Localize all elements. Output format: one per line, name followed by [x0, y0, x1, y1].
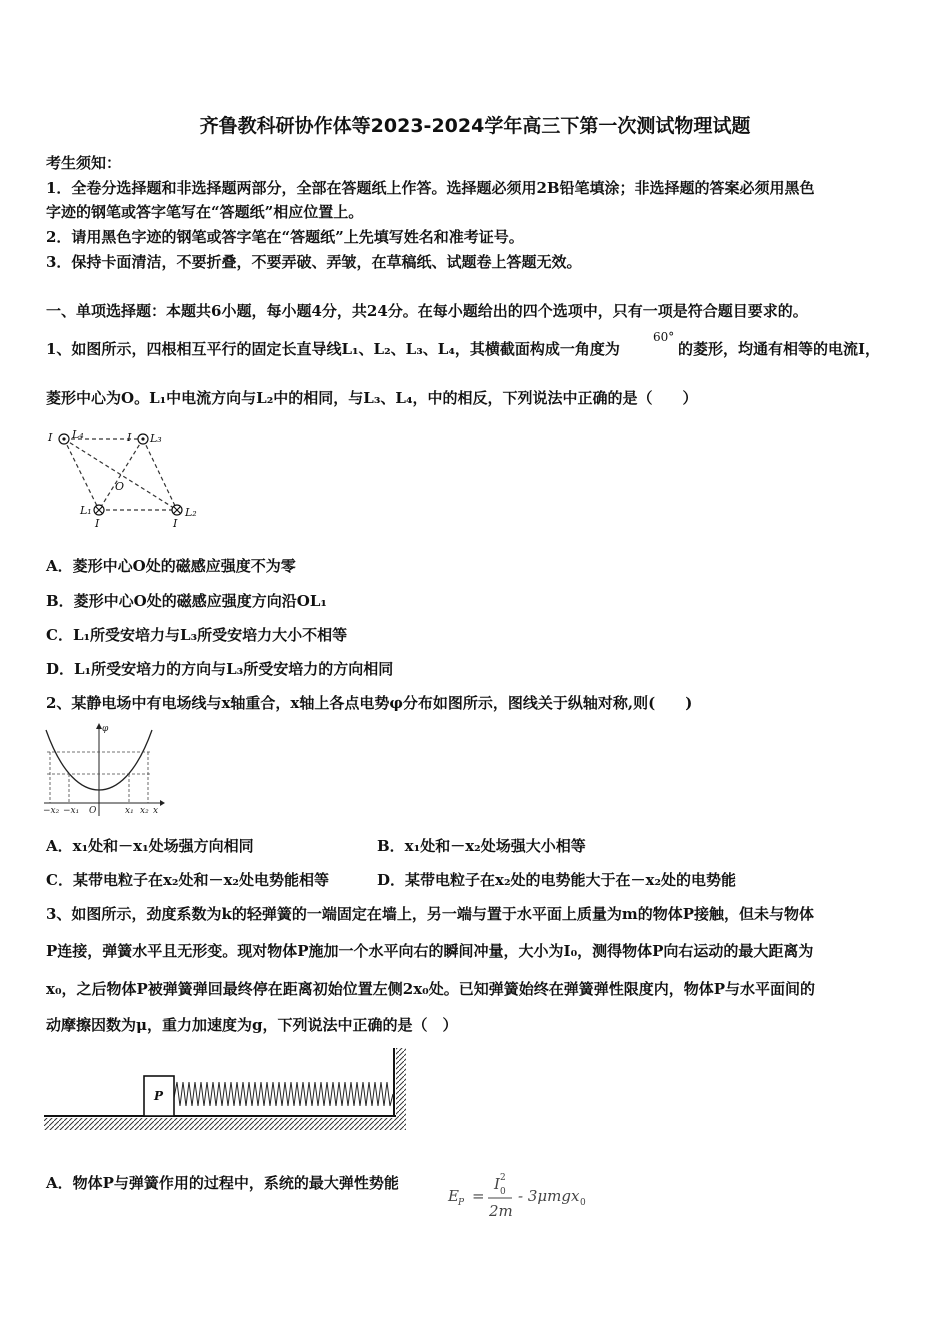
q3-line-4: 动摩擦因数为μ，重力加速度为g，下列说法中正确的是（ ） — [46, 1016, 458, 1034]
q2-option-a: A．x₁处和－x₁处场强方向相同 — [46, 837, 254, 855]
axis-x-label: x — [153, 806, 159, 816]
formula-equals: = — [472, 1187, 485, 1205]
block-P-label: P — [154, 1089, 164, 1103]
formula-tail: - 3μmgx — [518, 1187, 580, 1205]
formula-num-sup: 2 — [500, 1173, 506, 1183]
formula-tail-sub: 0 — [580, 1198, 586, 1208]
label-O: O — [115, 480, 125, 493]
label-I-L3: I — [127, 431, 132, 444]
q1-stem-c: 菱形中心为O。L₁中电流方向与L₂中的相同，与L₃、L₄，中的相反，下列说法中正确的是（ ） — [46, 389, 698, 407]
notice-line-2: 2．请用黑色字迹的钢笔或答字笔在“答题纸”上先填写姓名和准考证号。 — [46, 228, 524, 246]
q1-option-a: A．菱形中心O处的磁感应强度不为零 — [46, 557, 296, 575]
wire-L4 — [59, 434, 69, 444]
q3-line-3: x₀，之后物体P被弹簧弹回最终停在距离初始位置左侧2x₀处。已知弹簧始终在弹簧弹性限度内，物体P与水平面间的 — [46, 980, 816, 998]
q2-option-d: D．某带电粒子在x₂处的电势能大于在－x₂处的电势能 — [377, 871, 737, 889]
tick-neg-x1: −x₁ — [63, 806, 80, 816]
q2-stem: 2、某静电场中有电场线与x轴重合，x轴上各点电势φ分布如图所示，图线关于纵轴对称,则( ) — [46, 694, 693, 712]
page-title: 齐鲁教科研协作体等2023-2024学年高三下第一次测试物理试题 — [199, 115, 751, 137]
q3-line-1: 3、如图所示，劲度系数为k的轻弹簧的一端固定在墙上，另一端与置于水平面上质量为m的物体P接触，但未与物体 — [46, 905, 814, 923]
origin-label: O — [89, 806, 97, 816]
label-I-L4: I — [48, 431, 53, 444]
q1-stem-b: 的菱形，均通有相等的电流I， — [678, 340, 881, 358]
label-L4: L₄ — [72, 428, 84, 441]
wire-L1 — [94, 505, 104, 515]
q1-option-c: C．L₁所受安培力与L₃所受安培力大小不相等 — [46, 626, 348, 644]
q3-option-a: A．物体P与弹簧作用的过程中，系统的最大弹性势能 — [46, 1174, 399, 1192]
q1-rhombus-figure — [44, 424, 214, 534]
tick-x1: x₁ — [125, 806, 134, 816]
wire-L2 — [172, 505, 182, 515]
formula-numerator: I — [494, 1175, 500, 1193]
q1-angle: 60° — [653, 330, 675, 344]
q3-spring-figure — [44, 1046, 410, 1136]
tick-neg-x2: −x₂ — [43, 806, 60, 816]
q1-option-d: D．L₁所受安培力的方向与L₃所受安培力的方向相同 — [46, 660, 394, 678]
section-heading: 一、单项选择题：本题共6小题，每小题4分，共24分。在每小题给出的四个选项中，只有一项是符合题目要求的。 — [46, 302, 808, 320]
q3-option-a-formula — [446, 1170, 596, 1222]
label-L2: L₂ — [185, 506, 197, 519]
formula-denominator: 2m — [489, 1202, 513, 1220]
tick-x2: x₂ — [140, 806, 149, 816]
formula-lhs: E — [448, 1187, 459, 1205]
notice-line-3: 3．保持卡面清洁，不要折叠，不要弄破、弄皱，在草稿纸、试题卷上答题无效。 — [46, 253, 582, 271]
q2-option-b: B．x₁处和－x₂处场强大小相等 — [377, 837, 586, 855]
axis-phi-label: φ — [102, 724, 109, 734]
q2-potential-graph — [42, 720, 167, 820]
q1-option-b: B．菱形中心O处的磁感应强度方向沿OL₁ — [46, 592, 327, 610]
label-L1: L₁ — [80, 504, 92, 517]
formula-lhs-sub: P — [458, 1198, 465, 1208]
q2-option-c: C．某带电粒子在x₂处和－x₂处电势能相等 — [46, 871, 329, 889]
q3-line-2: P连接，弹簧水平且无形变。现对物体P施加一个水平向右的瞬间冲量，大小为I₀，测得物体P向右运动的最大距离为 — [46, 942, 814, 960]
notice-line-1: 1．全卷分选择题和非选择题两部分，全部在答题纸上作答。选择题必须用2B铅笔填涂；非选择题的答案必须用黑色 — [46, 179, 815, 197]
notice-heading: 考生须知： — [46, 154, 122, 172]
notice-line-1b: 字迹的钢笔或答字笔写在“答题纸”相应位置上。 — [46, 203, 364, 221]
label-I-L2: I — [173, 517, 178, 530]
formula-num-sub: 0 — [500, 1187, 506, 1197]
label-I-L1: I — [95, 517, 100, 530]
wire-L3 — [138, 434, 148, 444]
q1-stem-a: 1、如图所示，四根相互平行的固定长直导线L₁、L₂、L₃、L₄，其横截面构成一角度为 — [46, 340, 620, 358]
spring — [174, 1082, 393, 1106]
label-L3: L₃ — [150, 432, 162, 445]
